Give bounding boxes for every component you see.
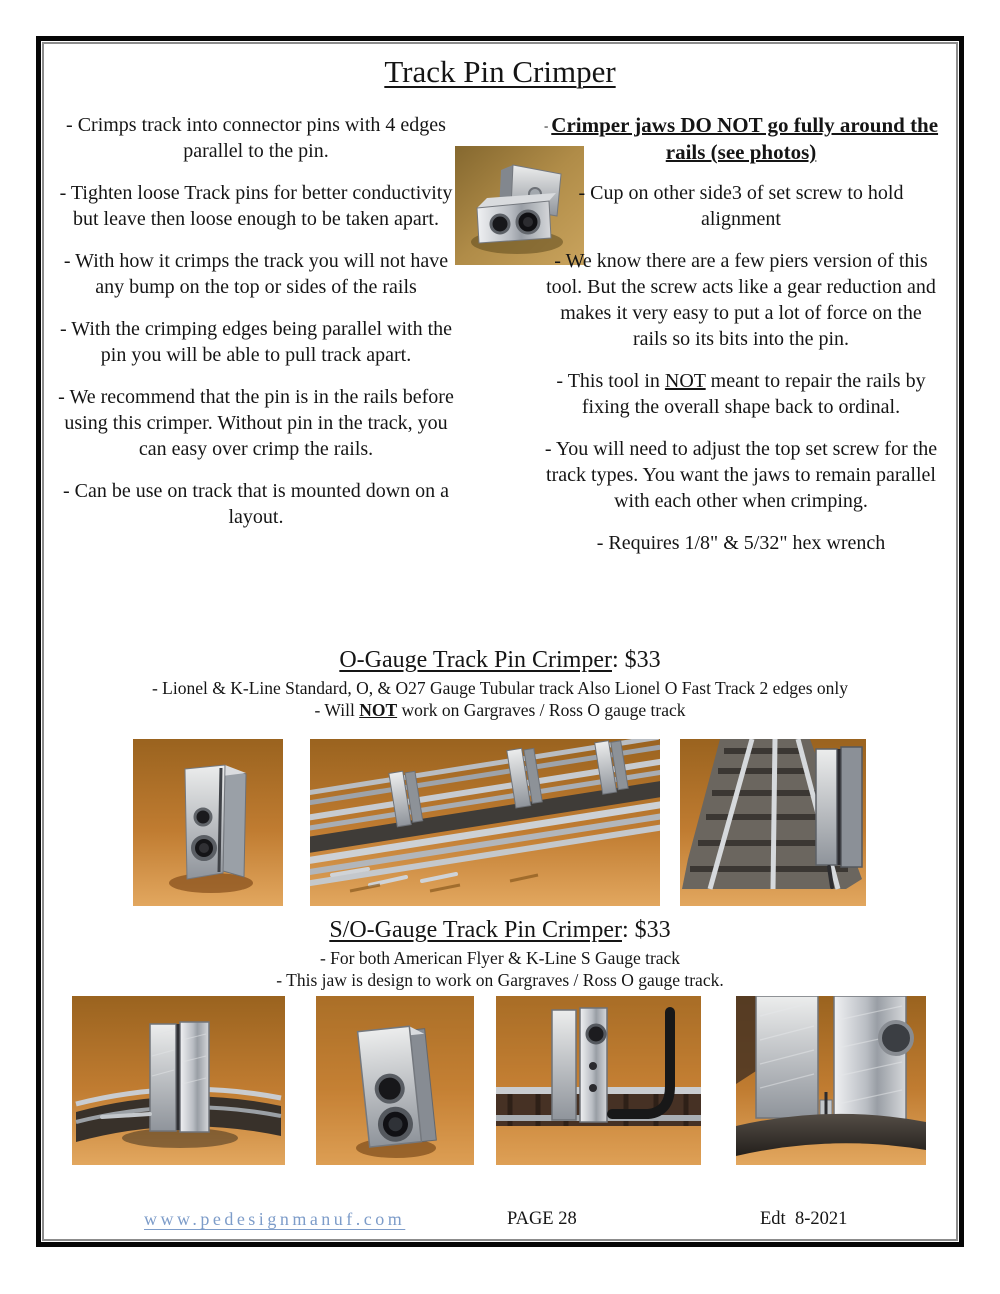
page-number: PAGE 28: [507, 1209, 577, 1229]
photo-crimper-on-track: [680, 739, 866, 906]
bullet-parallel: - With the crimping edges being parallel with the pin you will be able to pull track apart.: [59, 318, 453, 366]
photo-s-gauge-crimper-track: [72, 996, 285, 1165]
so-gauge-line1: - For both American Flyer & K-Line S Gauge track: [319, 948, 681, 968]
page-title: Track Pin Crimper: [384, 54, 616, 89]
so-gauge-line2: - This jaw is design to work on Gargraves / Ross O gauge track.: [276, 970, 724, 990]
o-gauge-line1: - Lionel & K-Line Standard, O, & O27 Gauge Tubular track Also Lionel O Fast Track 2 edges only: [151, 678, 849, 698]
jaws-warning-heading: - Crimper jaws DO NOT go fully around the rails (see photos): [543, 113, 939, 164]
bullet-not-repair: - This tool in NOT meant to repair the rails by fixing the overall shape back to ordinal.: [556, 370, 926, 418]
edition-label: Edt 8-2021: [760, 1209, 848, 1229]
left-column: [54, 112, 458, 546]
photo-o-gauge-crimper: [133, 739, 283, 906]
photo-track-sections: [310, 739, 660, 906]
bullet-mounted: - Can be use on track that is mounted down on a layout.: [62, 480, 450, 528]
o-gauge-section: [44, 646, 956, 721]
o-gauge-heading: O-Gauge Track Pin Crimper: $33: [339, 647, 661, 673]
not-underlined: NOT: [664, 370, 706, 392]
not-bold-underlined: NOT: [359, 700, 398, 720]
heading-dash: -: [543, 118, 549, 133]
page-content: [42, 42, 958, 1241]
bullet-no-bump: - With how it crimps the track you will not have any bump on the top or sides of the rails: [63, 250, 449, 298]
photo-crimper-hex-wrench: [496, 996, 701, 1165]
o-gauge-price: : $33: [611, 647, 661, 673]
bullet-crimps: - Crimps track into connector pins with 4 edges parallel to the pin.: [66, 114, 446, 162]
photo-jaws-closeup: [736, 996, 926, 1165]
bullet-recommend: - We recommend that the pin is in the rails before using this crimper. Without pin in the track, you can easy over crimp the rails.: [58, 386, 454, 460]
so-gauge-section: [44, 916, 956, 991]
website-link[interactable]: www.pedesignmanuf.com: [144, 1209, 406, 1229]
photo-so-crimper-block: [316, 996, 474, 1165]
bullet-adjust: - You will need to adjust the top set screw for the track types. You want the jaws to remain parallel with each other when crimping.: [544, 438, 938, 512]
bullet-piers: - We know there are a few piers version of this tool. But the screw acts like a gear reduction and makes it very easy to put a lot of force on the rails so its bits into the pin.: [546, 250, 936, 350]
bullet-requires: - Requires 1/8" & 5/32" hex wrench: [596, 532, 886, 554]
bullet-tighten: - Tighten loose Track pins for better conductivity but leave then loose enough to be taken apart.: [59, 182, 453, 230]
bullet-cup: - Cup on other side3 of set screw to hold alignment: [578, 182, 904, 230]
so-gauge-heading: S/O-Gauge Track Pin Crimper: $33: [329, 917, 671, 943]
so-gauge-price: : $33: [621, 917, 671, 943]
page-border: [36, 36, 964, 1247]
o-gauge-line2: - Will NOT work on Gargraves / Ross O gauge track: [314, 700, 686, 720]
right-column: [542, 112, 940, 572]
